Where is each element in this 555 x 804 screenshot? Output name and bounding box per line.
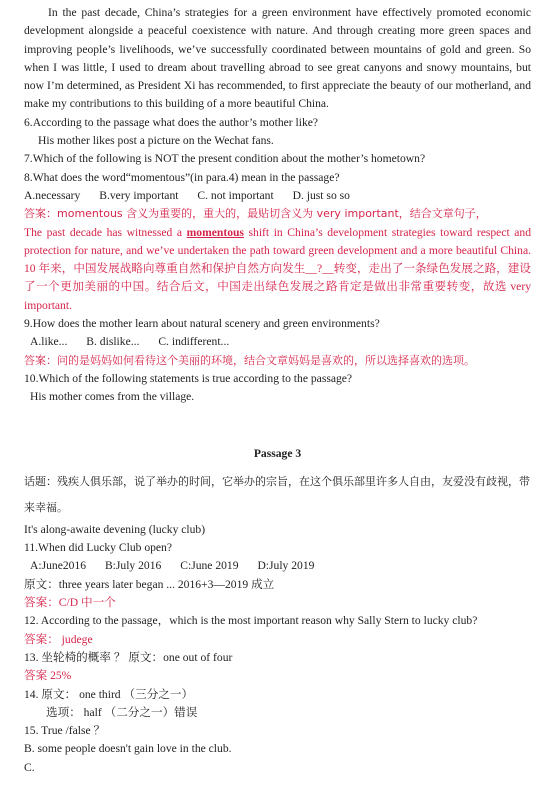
q11-options — [24, 557, 531, 575]
q8-answer-line1: 答案：momentous 含义为重要的，重大的，最贴切含义为 very important，结合文章句子， — [24, 207, 487, 221]
q10-answer: His mother comes from the village. — [30, 390, 195, 404]
q7-question: 7.Which of the following is NOT the present condition about the mother’s hometown? — [24, 152, 426, 166]
q13-question: 13. 坐轮椅的概率 ？ 原文：one out of four — [24, 650, 233, 664]
q6-answer: His mother likes post a picture on the Wechat fans. — [38, 134, 274, 148]
q8-answer-highlight: momentous — [186, 225, 244, 239]
q8-answer-pre: The past decade has witnessed a — [24, 225, 187, 239]
q14-line2: 选项： half （二分之一）错误 — [46, 705, 198, 719]
q12-answer: 答案： judege — [24, 632, 93, 646]
q9-answer: 答案：问的是妈妈如何看待这个美丽的环境，结合文章妈妈是喜欢的，所以选择喜欢的选项。 — [24, 353, 475, 367]
q11-question: 11.When did Lucky Club open? — [24, 541, 173, 555]
q8-question: 8.What does the word“momentous”(in para.4) mean in the passage? — [24, 170, 340, 184]
q11-source: 原文：three years later began ... 2016+3—2019 成立 — [24, 577, 275, 591]
q13-answer: 答案 25% — [24, 669, 72, 683]
q11-option-d: D:July 2019 — [257, 559, 315, 573]
q8-option-c: C. not important — [197, 188, 274, 202]
q9-option-b: B. dislike... — [86, 335, 140, 349]
q15-option-c: C. — [24, 760, 35, 774]
passage3-title: Passage 3 — [253, 446, 302, 460]
q8-answer-post: shift in China’s development strategies toward respect and protection for nature, and we’ve undertaken the path toward green development and a more beautiful China. 10 年来，中国发展战略向尊重自然和保护自然方向发生__?__转变，走出了一条绿色发展之路，建设了一个更加美丽的中国。结合后文，中国走出绿色发展之路肯定是做出非常重要转变，故选 very important. — [24, 225, 531, 312]
q15-question: 15. True /false ？ — [24, 724, 106, 738]
q9-options — [24, 333, 531, 351]
q15-option-b: B. some people doesn't gain love in the club. — [24, 742, 232, 756]
q9-question: 9.How does the mother learn about natural scenery and green environments? — [24, 317, 380, 331]
q8-option-b: B.very important — [99, 188, 179, 202]
q9-option-a: A.like... — [30, 335, 68, 349]
q6-question: 6.According to the passage what does the author’s mother like? — [24, 115, 319, 129]
q8-option-a: A.necessary — [24, 188, 81, 202]
q11-answer: 答案：C/D 中一个 — [24, 596, 116, 610]
passage-paragraph: In the past decade, China’s strategies for a green environment have effectively promoted economic development alongside a peaceful coexistence with nature. And through creating more green spaces and improving people’s livelihoods, we’ve successfully coordinated between mountains of gold and green. So when I was little, I used to dream about travelling abroad to see great canyons and snowy mountains, but now I’m determined, as President Xi has recommended, to first appreciate the beauty of our motherland, and make my contributions to this building of a more beautiful China. — [24, 6, 531, 111]
q8-answer-text — [24, 224, 531, 315]
q12-question: 12. According to the passage，which is the most important reason why Sally Stern to lucky club? — [24, 614, 478, 628]
passage3-heading: It's along-awaite devening (lucky club) — [24, 522, 206, 536]
q8-option-d: D. just so so — [292, 188, 350, 202]
q11-option-a: A:June2016 — [30, 559, 87, 573]
q11-option-b: B:July 2016 — [104, 559, 162, 573]
passage3-topic: 话题：残疾人俱乐部，说了举办的时间，它举办的宗旨，在这个俱乐部里许多人自由，友爱没有歧视，带来幸福。 — [24, 474, 530, 514]
q8-options — [24, 187, 531, 205]
q14-line1: 14. 原文： one third （三分之一） — [24, 687, 194, 701]
q10-question: 10.Which of the following statements is true according to the passage? — [24, 371, 353, 385]
q11-option-c: C:June 2019 — [180, 559, 239, 573]
q9-option-c: C. indifferent... — [158, 335, 230, 349]
